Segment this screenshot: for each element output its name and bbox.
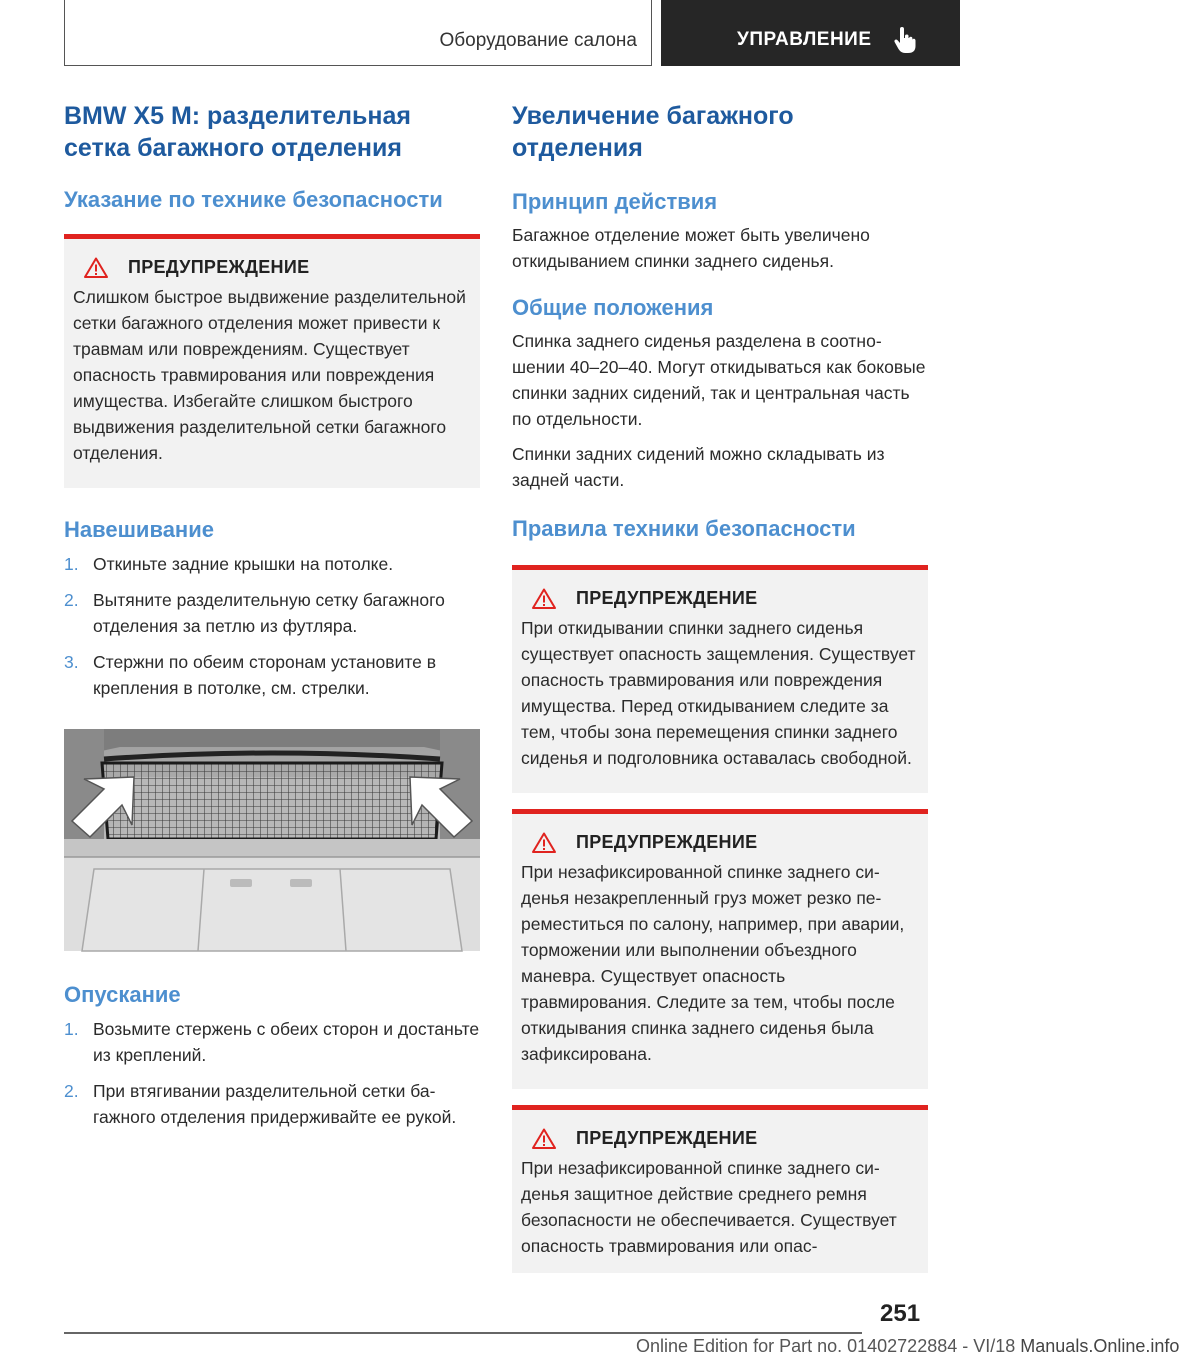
warning-box (64, 234, 480, 488)
warning-header (532, 1128, 919, 1149)
step-number: 1. (64, 1019, 79, 1039)
warning-label: ПРЕДУПРЕЖДЕНИЕ (128, 257, 310, 277)
hanging-steps-list (64, 551, 480, 701)
warning-header (84, 257, 471, 278)
list-item (64, 1078, 480, 1130)
lowering-heading: Опускание (64, 982, 181, 1007)
list-item (64, 587, 480, 639)
hand-pointer-icon (894, 27, 916, 53)
warning-box (512, 809, 928, 1089)
header-frame (64, 0, 652, 66)
warning-triangle-icon (84, 257, 108, 278)
warning-box (512, 1105, 928, 1273)
hanging-heading: Навешивание (64, 517, 214, 542)
warning-header (532, 832, 919, 853)
header-tab-label: УПРАВЛЕНИЕ (737, 29, 872, 50)
safety-rules-heading: Правила техники безопасности (512, 516, 856, 541)
step-text: При втягивании разделительной сетки багажного отделения придерживайте ее рукой. (93, 1081, 457, 1127)
lowering-steps-list (64, 1016, 480, 1130)
step-text: Возьмите стержень с обеих сторон и достаньте из креплений. (93, 1019, 480, 1065)
header-section-title: Оборудование салона (439, 30, 637, 51)
section-title-partition-net: BMW X5 M: разделительная сетка багажного отделения (64, 102, 411, 162)
header-chapter-tab[interactable] (661, 0, 960, 66)
warning-text: При незафиксированной спинке заднего сиденья незакрепленный груз может резко переместиться по салону, например, при аварии, торможении или выполнении объездного маневра. Существует опасность травмирования. Следите за тем, чтобы после откидывания спинка заднего сиденья была зафиксирована. (521, 862, 905, 1064)
warning-triangle-icon (532, 832, 556, 853)
right-column (512, 100, 928, 1273)
warning-label: ПРЕДУПРЕЖДЕНИЕ (576, 588, 758, 608)
footer-site[interactable]: Manuals.Online.info (1020, 1336, 1179, 1356)
warning-label: ПРЕДУПРЕЖДЕНИЕ (576, 1128, 758, 1148)
step-text: Стержни по обеим сторонам установите в крепления в потолке, см. стрелки. (93, 652, 437, 698)
warning-box (512, 565, 928, 793)
footer-edition (636, 1336, 1179, 1357)
warning-label: ПРЕДУПРЕЖДЕНИЕ (576, 832, 758, 852)
list-item (64, 551, 480, 577)
safety-note-heading: Указание по технике безопасности (64, 187, 443, 212)
luggage-net-illustration (64, 729, 480, 951)
list-item (64, 1016, 480, 1068)
left-column (64, 100, 480, 1130)
footer-divider (64, 1332, 862, 1334)
warning-text: При откидывании спинки заднего сиденья существует опасность защемления. Существует опасность травмирования или повреждения имущества. Перед откидыванием следите за тем, чтобы зона перемещения спинки заднего сиденья и подголовника оставалась свободной. (521, 618, 916, 768)
step-number: 1. (64, 554, 79, 574)
section-title-cargo-expansion: Увеличение багажного отделения (512, 102, 794, 162)
step-text: Вытяните разделительную сетку багажного отделения за петлю из футляра. (93, 590, 445, 636)
general-text: Спинки задних сидений можно складывать из задней части. (512, 444, 885, 490)
warning-triangle-icon (532, 1128, 556, 1149)
general-text: Спинка заднего сиденья разделена в соотношении 40–20–40. Могут откидываться как боковые спинки задних сидений, так и центральная часть по отдельности. (512, 331, 926, 429)
principle-heading: Принцип действия (512, 189, 718, 214)
footer-edition-text: Online Edition for Part no. 01402722884 - VI/18 (636, 1336, 1016, 1356)
general-heading: Общие положения (512, 295, 714, 320)
list-item (64, 649, 480, 701)
principle-text: Багажное отделение может быть увеличено откидыванием спинки заднего сиденья. (512, 225, 870, 271)
warning-text: Слишком быстрое выдвижение разделительной сетки багажного отделения может привести к травмам или повреждениям. Существует опасность травмирования или повреждения имущества. Избегайте слишком быстрого выдвижения разделительной сетки багажного отделения. (73, 287, 466, 463)
step-number: 2. (64, 1081, 79, 1101)
step-text: Откиньте задние крышки на потолке. (93, 554, 394, 574)
warning-text: При незафиксированной спинке заднего сиденья защитное действие среднего ремня безопасности не обеспечивается. Существует опасность травмирования или опас- (521, 1158, 897, 1256)
page-number: 251 (880, 1300, 921, 1327)
warning-triangle-icon (532, 588, 556, 609)
step-number: 3. (64, 652, 79, 672)
step-number: 2. (64, 590, 79, 610)
warning-header (532, 588, 919, 609)
